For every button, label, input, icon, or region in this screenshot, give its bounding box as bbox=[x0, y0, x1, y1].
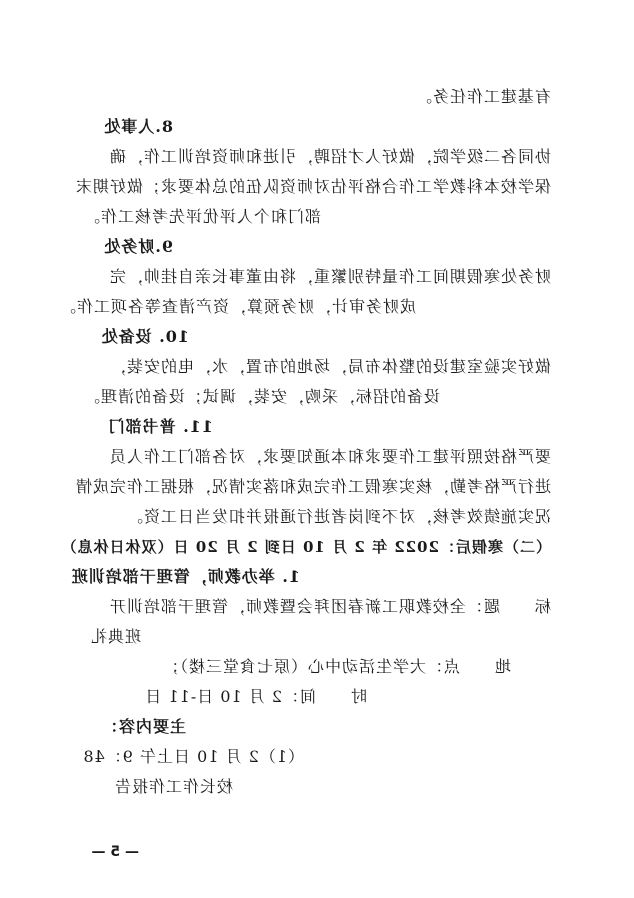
section-heading: 10. 设备处 bbox=[100, 327, 189, 346]
text-line: 成财务审计，财务预算，资产清查等各项工作。 bbox=[58, 297, 416, 316]
text-line: 班典礼 bbox=[89, 627, 141, 646]
text-line: （1）2 月 10 日上午 9：48 bbox=[82, 747, 304, 766]
text-line: 做好实验室建设的整体布局，场地的布置，水，电的安装， bbox=[108, 357, 551, 376]
text-line: 有基建工作任务。 bbox=[414, 87, 551, 106]
section-heading: 11. 普书部门 bbox=[107, 417, 213, 436]
section-heading: 主要内容： bbox=[100, 717, 186, 736]
text-line: 财务处寒假期间工作量特别繁重，将由董事长亲自挂帅，完 bbox=[108, 267, 551, 286]
text-line: 标 题：全校教职工新春团拜会暨教师，管理干部培训开 bbox=[108, 597, 551, 616]
text-line: 时 间：2 月 10 日-11 日 bbox=[144, 687, 367, 706]
text-line: 校长作工作报告 bbox=[113, 777, 233, 796]
text-line: 保学校本科教学工作合格评估对师资队伍的总体要求；做好期末 bbox=[74, 177, 551, 196]
page-number: — 5 — bbox=[91, 844, 139, 860]
section-heading: 8.人事处 bbox=[103, 117, 173, 136]
text-line: 要严格按照评建工作要求和本通知要求，对各部门工作人员 bbox=[108, 447, 551, 466]
text-line: 设备的招标，采购，安装，调试；设备的清理。 bbox=[82, 387, 440, 406]
section-heading: 9.财务处 bbox=[103, 237, 173, 256]
section-heading: （二）寒假后：2022 年 2 月 10 日到 2 月 20 日（双休日休息） bbox=[60, 538, 551, 556]
text-line: 况实施绩效考核，对不到岗者进行通报并扣发当日工资。 bbox=[125, 507, 551, 526]
text-line: 协同各二级学院，做好人才招聘，引进和师资培训工作，确 bbox=[108, 147, 551, 166]
section-heading: 1. 举办教师，管理干部培训班 bbox=[70, 567, 300, 586]
text-line: 进行严格考勤，核实寒假工作完成和落实情况，根据工作完成情 bbox=[74, 477, 551, 496]
text-line: 地 点：大学生活动中心（原七食堂三楼）； bbox=[161, 657, 511, 676]
text-line: 部门和个人评优评先考核工作。 bbox=[82, 207, 321, 226]
